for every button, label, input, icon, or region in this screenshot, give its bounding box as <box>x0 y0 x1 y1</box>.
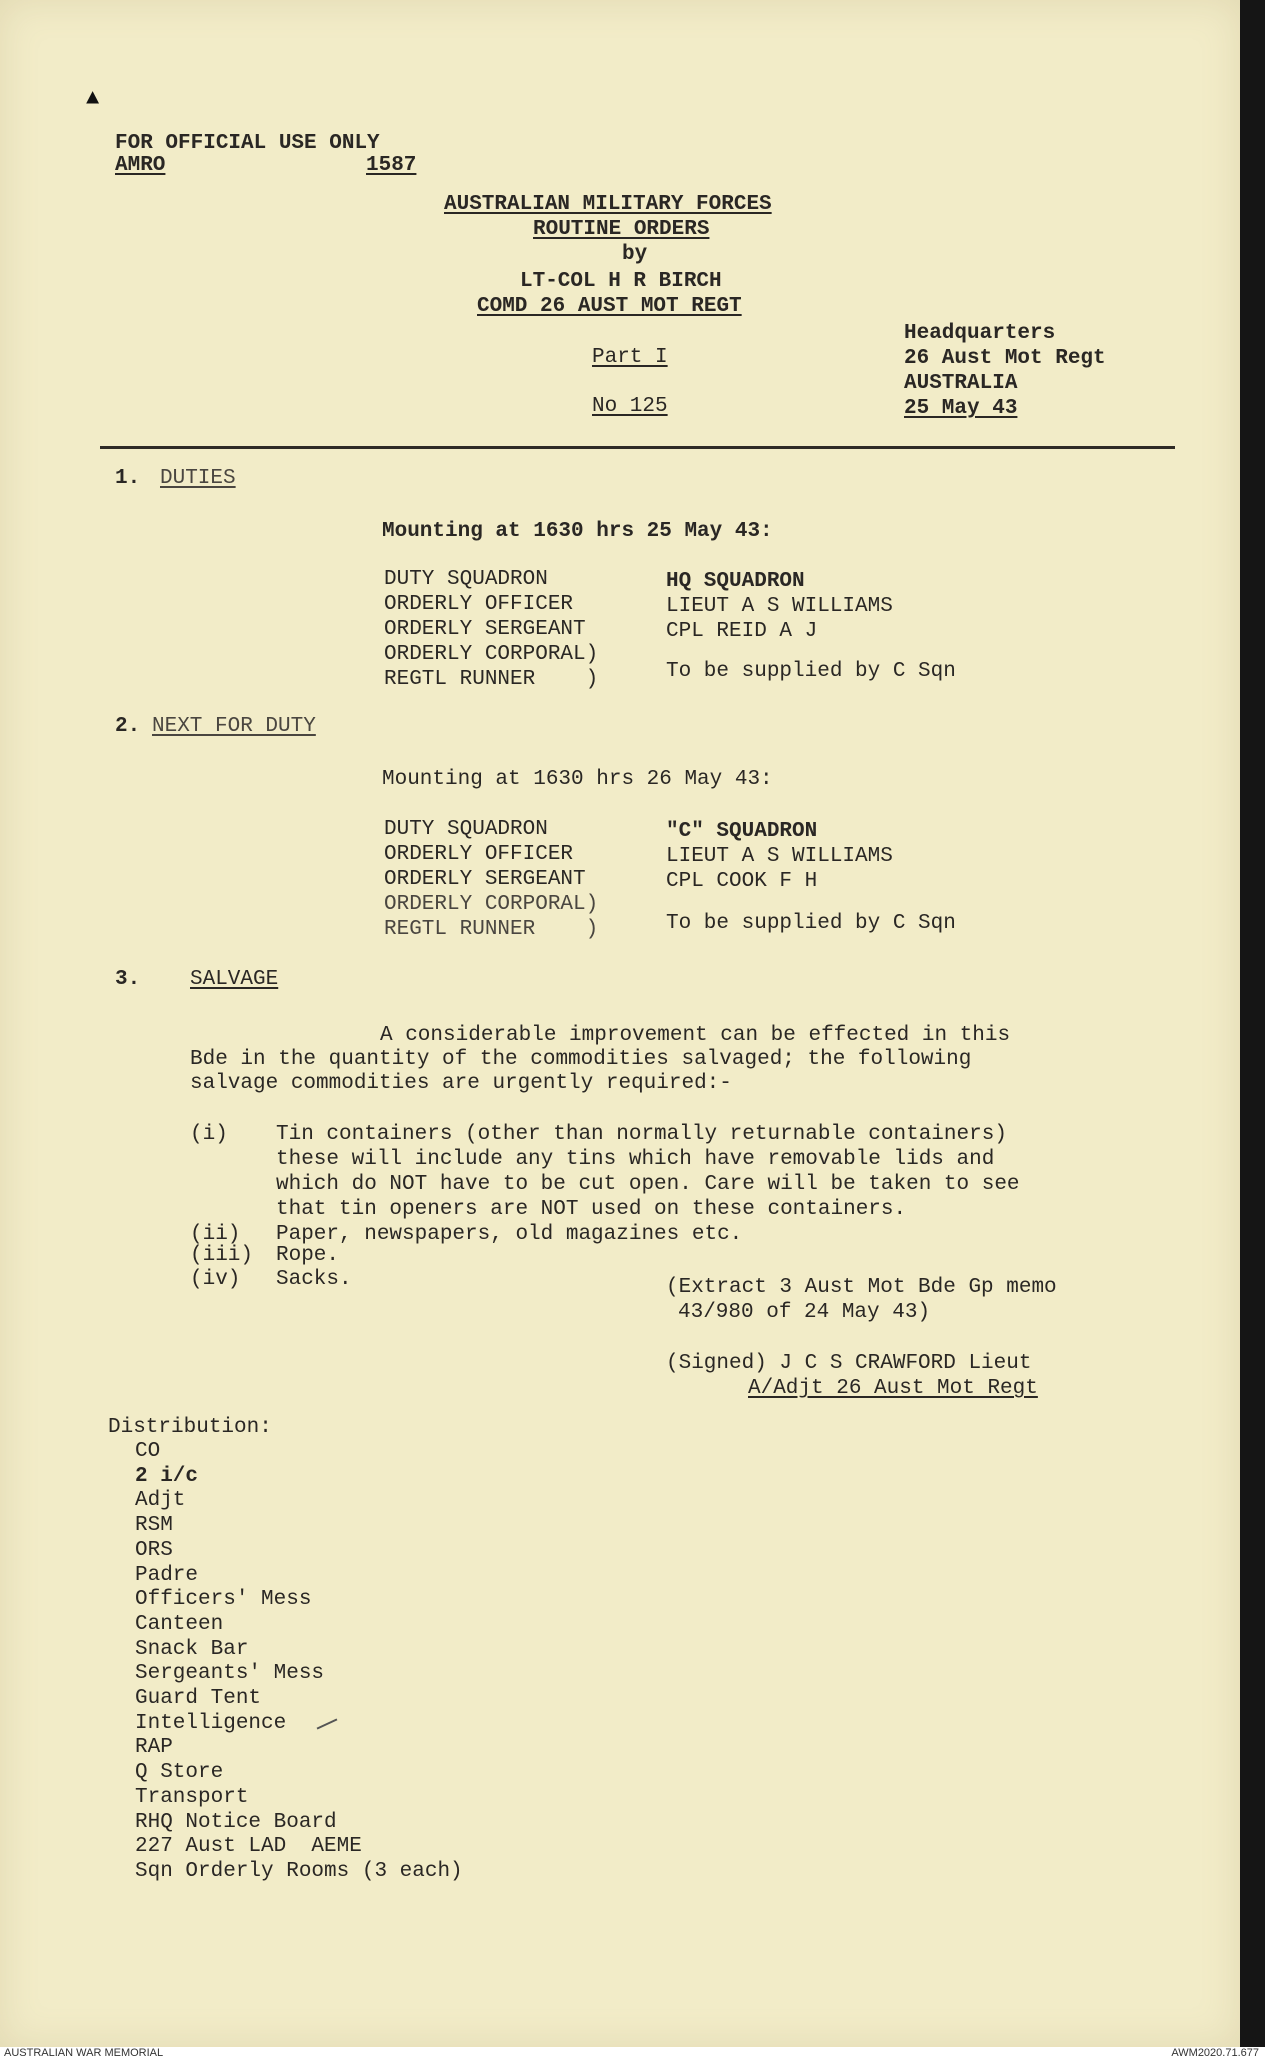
distribution-item: Sergeants' Mess <box>135 1662 325 1686</box>
part-label: Part I <box>592 346 668 369</box>
hq-line-2: 26 Aust Mot Regt <box>904 347 1106 370</box>
item-iii-line-1: Rope. <box>276 1244 340 1267</box>
distribution-item: RSM <box>135 1514 173 1538</box>
title-commander: LT-COL H R BIRCH <box>520 270 722 293</box>
distribution-list <box>135 1440 463 1885</box>
item-i-line-3: which do NOT have to be cut open. Care will be taken to see <box>276 1173 1020 1196</box>
signature-line-1: (Signed) J C S CRAWFORD Lieut <box>666 1352 1032 1375</box>
distribution-item: Adjt <box>135 1489 186 1513</box>
order-number: No 125 <box>592 395 668 418</box>
item-i-line-4: that tin openers are NOT used on these containers. <box>276 1198 907 1221</box>
hq-line-3: AUSTRALIA <box>904 372 1018 395</box>
item-iv-line-1: Sacks. <box>276 1268 352 1291</box>
distribution-item: 227 Aust LAD AEME <box>135 1835 362 1859</box>
header-divider <box>100 446 1175 449</box>
item-i-line-1: Tin containers (other than normally returnable containers) <box>276 1123 1007 1146</box>
extract-line-2: 43/980 of 24 May 43) <box>678 1301 931 1324</box>
section-3-number: 3. <box>115 968 141 991</box>
extract-line-1: (Extract 3 Aust Mot Bde Gp memo <box>666 1276 1057 1299</box>
section-1-mounting: Mounting at 1630 hrs 25 May 43: <box>382 520 773 543</box>
item-iii-number: (iii) <box>190 1244 254 1267</box>
distribution-item: Intelligence <box>135 1711 287 1735</box>
s1-role-duty-squadron: DUTY SQUADRON <box>384 568 548 591</box>
s1-assign-duty-squadron: HQ SQUADRON <box>666 570 805 593</box>
title-command: COMD 26 AUST MOT REGT <box>477 295 742 318</box>
amro-label: AMRO <box>115 154 166 177</box>
s1-assign-runner: To be supplied by C Sqn <box>666 660 956 683</box>
s2-role-orderly-corporal: ORDERLY CORPORAL) <box>384 893 599 916</box>
distribution-item: Snack Bar <box>135 1637 249 1661</box>
distribution-item: RHQ Notice Board <box>135 1810 337 1834</box>
s1-role-orderly-sergeant: ORDERLY SERGEANT <box>384 618 586 641</box>
distribution-item: Padre <box>135 1563 199 1587</box>
s2-role-orderly-officer: ORDERLY OFFICER <box>384 843 574 866</box>
s1-assign-orderly-sergeant: CPL REID A J <box>666 620 818 643</box>
distribution-item: Transport <box>135 1785 249 1809</box>
distribution-heading: Distribution: <box>108 1416 272 1439</box>
s1-role-regtl-runner: REGTL RUNNER ) <box>384 668 599 691</box>
s2-assign-orderly-sergeant: CPL COOK F H <box>666 870 818 893</box>
item-ii-line-1: Paper, newspapers, old magazines etc. <box>276 1223 743 1246</box>
s2-role-orderly-sergeant: ORDERLY SERGEANT <box>384 868 586 891</box>
item-ii-number: (ii) <box>190 1223 241 1246</box>
distribution-item: Guard Tent <box>135 1687 262 1711</box>
scan-edge <box>1240 0 1265 2047</box>
s2-assign-orderly-officer: LIEUT A S WILLIAMS <box>666 845 893 868</box>
title-forces: AUSTRALIAN MILITARY FORCES <box>444 193 772 216</box>
hq-line-1: Headquarters <box>904 322 1056 345</box>
signature-line-2: A/Adjt 26 Aust Mot Regt <box>748 1377 1038 1400</box>
distribution-item: ORS <box>135 1538 173 1562</box>
section-2-number: 2. <box>115 715 141 738</box>
s2-role-regtl-runner: REGTL RUNNER ) <box>384 918 599 941</box>
s1-role-orderly-corporal: ORDERLY CORPORAL) <box>384 643 599 666</box>
section-2-title: NEXT FOR DUTY <box>152 715 316 738</box>
title-routine-orders: ROUTINE ORDERS <box>533 218 710 241</box>
s1-assign-orderly-officer: LIEUT A S WILLIAMS <box>666 595 893 618</box>
section-1-title: DUTIES <box>160 467 236 490</box>
distribution-item: 2 i/c <box>135 1464 199 1488</box>
distribution-item: Q Store <box>135 1761 224 1785</box>
section-1-number: 1. <box>115 467 141 490</box>
distribution-item: RAP <box>135 1736 173 1760</box>
item-i-line-2: these will include any tins which have removable lids and <box>276 1148 995 1171</box>
item-i-number: (i) <box>190 1123 228 1146</box>
amro-number: 1587 <box>366 154 417 177</box>
title-by: by <box>622 243 648 266</box>
item-iv-number: (iv) <box>190 1268 241 1291</box>
distribution-item: Officers' Mess <box>135 1588 312 1612</box>
hq-date: 25 May 43 <box>904 397 1018 420</box>
distribution-item: Sqn Orderly Rooms (3 each) <box>135 1859 463 1883</box>
section-2-mounting: Mounting at 1630 hrs 26 May 43: <box>382 768 773 791</box>
footer-institution: AUSTRALIAN WAR MEMORIAL <box>4 2047 164 2059</box>
distribution-item: Canteen <box>135 1612 224 1636</box>
footer-accession: AWM2020.71.677 <box>1171 2047 1259 2059</box>
s2-role-duty-squadron: DUTY SQUADRON <box>384 818 548 841</box>
section-3-title: SALVAGE <box>190 968 279 991</box>
s2-assign-duty-squadron: "C" SQUADRON <box>666 820 818 843</box>
official-use-label: FOR OFFICIAL USE ONLY <box>115 132 380 155</box>
salvage-para-line-1: A considerable improvement can be effected in this <box>380 1024 1011 1047</box>
salvage-para-line-3: salvage commodities are urgently required:- <box>190 1072 732 1095</box>
distribution-item: CO <box>135 1440 161 1463</box>
salvage-para-line-2: Bde in the quantity of the commodities salvaged; the following <box>190 1048 972 1071</box>
s2-assign-runner: To be supplied by C Sqn <box>666 912 956 935</box>
corner-mark: ▲ <box>86 86 100 111</box>
archive-footer <box>0 2047 1265 2061</box>
s1-role-orderly-officer: ORDERLY OFFICER <box>384 593 574 616</box>
